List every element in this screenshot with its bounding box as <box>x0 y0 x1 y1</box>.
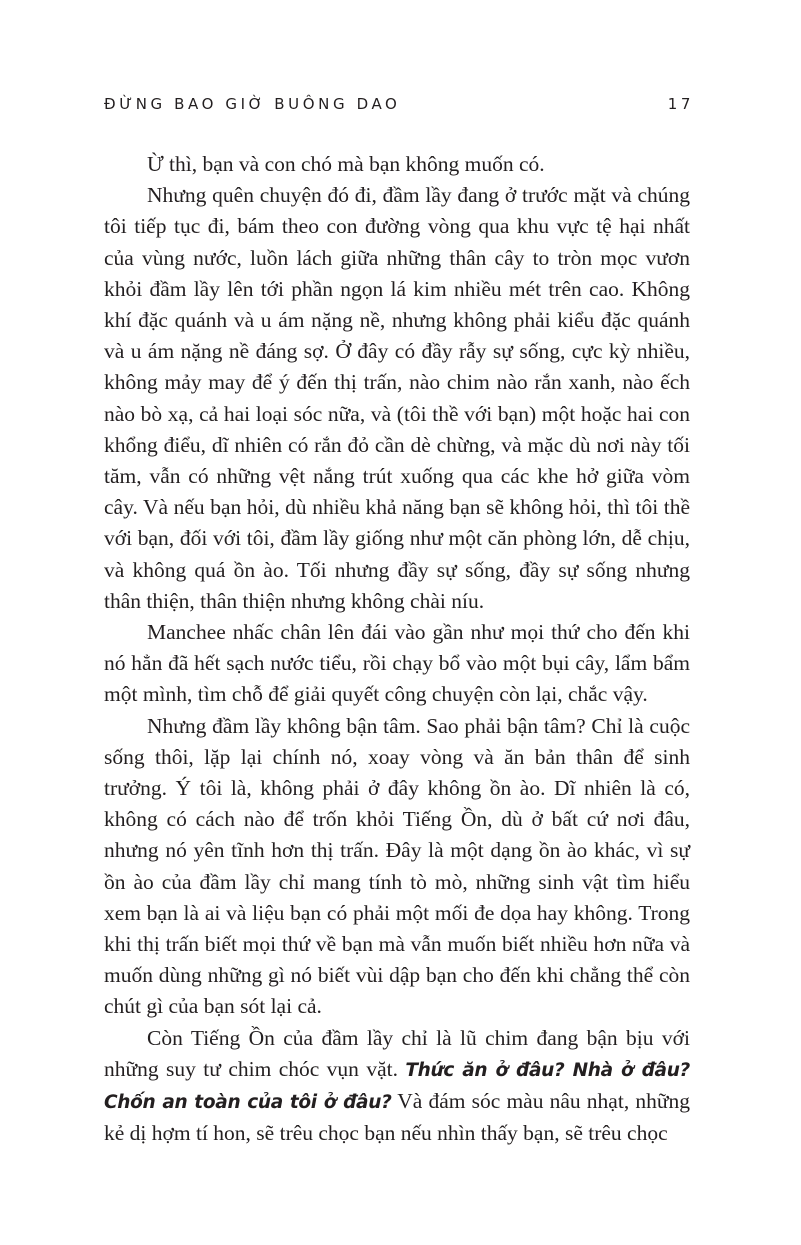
paragraph-text: Và đám sóc màu nâu nhạt, những kẻ dị hợm tí hon, sẽ trêu chọc bạn nếu nhìn thấy bạn, sẽ trêu chọc <box>104 1089 690 1146</box>
page-number: 17 <box>667 95 694 113</box>
paragraph: Nhưng đầm lầy không bận tâm. Sao phải bận tâm? Chỉ là cuộc sống thôi, lặp lại chính nó, xoay vòng và ăn bản thân để sinh trưởng. Ý tôi là, không phải ở đây không ồn ào. Dĩ nhiên là có, không có cách nào để trốn khỏi Tiếng Ồn, dù ở bất cứ nơi đâu, nhưng nó yên tĩnh hơn thị trấn. Đây là một dạng ồn ào khác, vì sự ồn ào của đầm lầy chỉ mang tính tò mò, những sinh vật tìm hiểu xem bạn là ai và liệu bạn có phải một mối đe dọa hay không. Trong khi thị trấn biết mọi thứ về bạn mà vẫn muốn biết nhiều hơn nữa và muốn dùng những gì nó biết vùi dập bạn cho đến khi chẳng thể còn chút gì của bạn sót lại cả. <box>104 713 690 1019</box>
paragraph: Manchee nhấc chân lên đái vào gần như mọi thứ cho đến khi nó hẳn đã hết sạch nước tiểu, rồi chạy bổ vào một bụi cây, lẩm bẩm một mình, tìm chỗ để giải quyết công chuyện còn lại, chắc vậy. <box>104 620 690 707</box>
running-header <box>104 95 694 119</box>
book-title: ĐỪNG BAO GIỜ BUÔNG DAO <box>104 95 401 113</box>
paragraph: Ừ thì, bạn và con chó mà bạn không muốn có. <box>147 152 545 176</box>
paragraph-text: Còn Tiếng Ồn của đầm lầy chỉ là lũ chim đang bận bịu với những suy tư chim chóc vụn vặt. <box>104 1025 690 1081</box>
paragraph <box>104 1023 690 1150</box>
paragraph: Nhưng quên chuyện đó đi, đầm lầy đang ở trước mặt và chúng tôi tiếp tục đi, bám theo con đường vòng qua khu vực tệ hại nhất của vùng nước, luồn lách giữa những thân cây to tròn mọc vươn khỏi đầm lầy lên tới phần ngọn lá kim nhiều mét trên cao. Không khí đặc quánh và u ám nặng nề, nhưng không phải kiểu đặc quánh và u ám nặng nề đáng sợ. Ở đây có đầy rẫy sự sống, cực kỳ nhiều, không mảy may để ý đến thị trấn, nào chim nào rắn xanh, nào ếch nào bò xạ, cả hai loại sóc nữa, và (tôi thề với bạn) một hoặc hai con khổng điểu, dĩ nhiên có rắn đỏ cần dè chừng, và mặc dù nơi này tối tăm, vẫn có những vệt nắng trút xuống qua các khe hở giữa vòm cây. Và nếu bạn hỏi, dù nhiều khả năng bạn sẽ không hỏi, thì tôi thề với bạn, đối với tôi, đầm lầy giống như một căn phòng lớn, dễ chịu, và không quá ồn ào. Tối nhưng đầy sự sống, đầy sự sống nhưng thân thiện, thân thiện nhưng không chài níu. <box>104 183 690 613</box>
noise-text: Thức ăn ở đâu? Nhà ở đâu? Chốn an toàn của tôi ở đâu? <box>104 1059 690 1114</box>
body-text <box>104 149 690 1150</box>
